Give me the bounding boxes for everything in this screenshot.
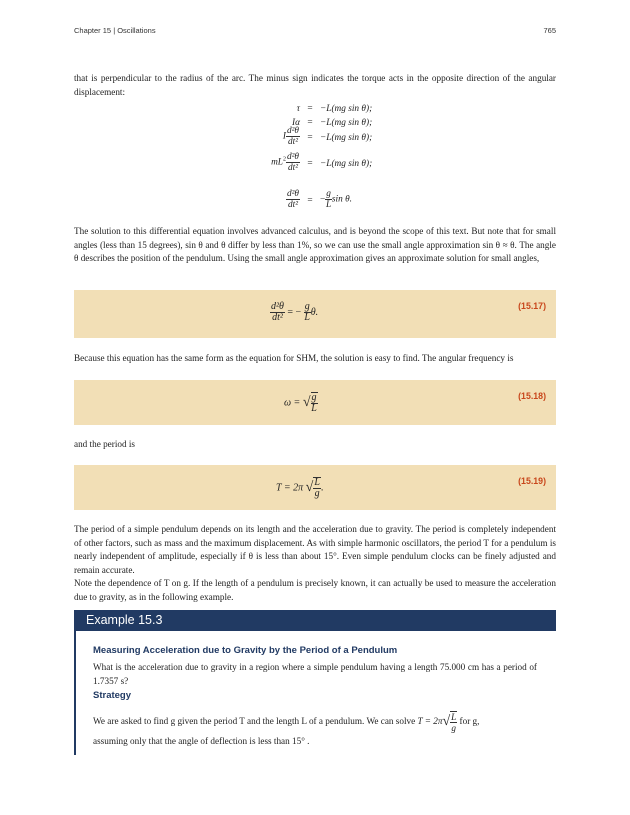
frac-num: L xyxy=(451,712,457,722)
strategy-text-a: We are asked to find g given the period T and the length L of a pendulum. We can solve xyxy=(93,716,416,727)
deriv-line5-g-over-L xyxy=(325,189,332,210)
frac-num: d²θ xyxy=(286,152,299,162)
shm-paragraph: Because this equation has the same form as the equation for SHM, the solution is easy to find. The angular frequency is xyxy=(74,353,514,363)
strategy-text-b: for g, xyxy=(459,716,480,727)
page-number: 765 xyxy=(543,26,556,35)
sqrt-symbol: √ $\frac{L}{g}$ xyxy=(305,477,320,499)
deriv-line2-eq: = xyxy=(307,118,313,128)
frac-den: L xyxy=(325,200,332,210)
example-left-rule xyxy=(74,631,76,755)
deriv-line3-I: I xyxy=(282,131,286,142)
equation-number-15-19: (15.19) xyxy=(518,476,546,486)
frac-num: d²θ xyxy=(286,126,299,136)
deriv-line4-eq: = xyxy=(307,159,313,169)
equation-number-15-18: (15.18) xyxy=(518,391,546,401)
deriv-line5-tail: sin θ. xyxy=(331,194,352,205)
example-header xyxy=(74,610,556,631)
deriv-line1-eq: = xyxy=(307,104,313,114)
frac-den: L xyxy=(311,403,317,414)
small-angle-paragraph: The solution to this differential equation involves advanced calculus, and is beyond the scope of this text. But note that for small angles (less than 15 degrees), sin θ and θ differ by less than 1%, so we can use the small angle approximation sin θ ≈ θ. The angle θ describes the position of the pendulum. Using the small angle approximation gives an approximate solution for small angles, xyxy=(74,226,556,263)
example-heading: Example 15.3 xyxy=(86,613,163,627)
deriv-line1-lhs: τ xyxy=(296,104,300,114)
frac-num: d²θ xyxy=(271,301,284,312)
eq1517-tail: θ. xyxy=(310,306,319,318)
frac-den: g xyxy=(451,723,456,733)
frac-den: dt² xyxy=(272,312,283,323)
eq1517-equals: = − xyxy=(287,306,302,318)
intro-paragraph: that is perpendicular to the radius of the arc. The minus sign indicates the torque acts in the opposite direction of the angular displacement: xyxy=(74,73,556,97)
frac-num: g xyxy=(304,301,310,312)
equation-box-15-18 xyxy=(74,380,556,425)
frac-num: d²θ xyxy=(286,189,299,199)
deriv-line5-frac xyxy=(286,189,300,210)
eq1519-lhs: T = 2π xyxy=(276,482,304,494)
strategy-text xyxy=(93,711,537,733)
deriv-line3-rhs: −L(mg sin θ); xyxy=(320,133,373,143)
deriv-line4-rhs: −L(mg sin θ); xyxy=(320,159,373,169)
frac-den: dt² xyxy=(287,137,298,147)
strategy-text-c: assuming only that the angle of deflection is less than 15° . xyxy=(93,736,310,746)
sqrt-symbol: √ $\frac{g}{L}$ xyxy=(302,392,317,414)
eq1517-lhs-frac xyxy=(270,302,285,323)
equation-box-15-17 xyxy=(74,290,556,338)
deriv-line1-rhs: −L(mg sin θ); xyxy=(320,104,373,114)
period-intro-paragraph: and the period is xyxy=(74,439,135,449)
frac-den: dt² xyxy=(287,200,298,210)
eq1518-lhs: ω = xyxy=(284,397,301,409)
deriv-line4-mL: mL xyxy=(271,157,283,168)
frac-num: g xyxy=(326,189,331,199)
frac-den: g xyxy=(314,488,320,499)
frac-den: L xyxy=(304,312,310,323)
frac-num: g xyxy=(311,392,317,403)
deriv-line3-eq: = xyxy=(307,133,313,143)
deriv-line2-lhs: Iα xyxy=(292,118,300,128)
gravity-measure-paragraph: Note the dependence of T on g. If the length of a pendulum is precisely known, it can actually be used to measure the acceleration due to gravity, as in the following example. xyxy=(74,578,556,602)
strategy-heading: Strategy xyxy=(93,690,132,701)
equation-number-15-17: (15.17) xyxy=(518,301,546,311)
example-title: Measuring Acceleration due to Gravity by the Period of a Pendulum xyxy=(93,645,398,656)
deriv-line3-frac xyxy=(286,126,300,147)
period-dependence-paragraph: The period of a simple pendulum depends on its length and the acceleration due to gravity. The period is completely independent of other factors, such as mass and the maximum displacement. As with simple harmonic oscillators, the period T for a pendulum is nearly independent of amplitude, especially if θ is less than about 15°. Even simple pendulum clocks can be finely adjusted and remain accurate. xyxy=(74,524,556,575)
eq1519-tail: . xyxy=(320,482,324,494)
deriv-line4-frac xyxy=(286,152,300,173)
eq1517-g-over-L xyxy=(304,302,311,323)
deriv-line5-eq: = xyxy=(307,196,313,206)
deriv-line2-rhs: −L(mg sin θ); xyxy=(320,118,373,128)
strategy-formula: T = 2π xyxy=(417,716,443,727)
sqrt-symbol: √ $\frac{L}{g}$ xyxy=(442,712,457,733)
running-header-chapter: Chapter 15 | Oscillations xyxy=(74,26,156,35)
example-question: What is the acceleration due to gravity in a region where a simple pendulum having a length 75.000 cm has a period of 1.7357 s? xyxy=(93,662,537,686)
frac-den: dt² xyxy=(287,163,298,173)
equation-box-15-19 xyxy=(74,465,556,510)
frac-num: L xyxy=(314,477,320,488)
